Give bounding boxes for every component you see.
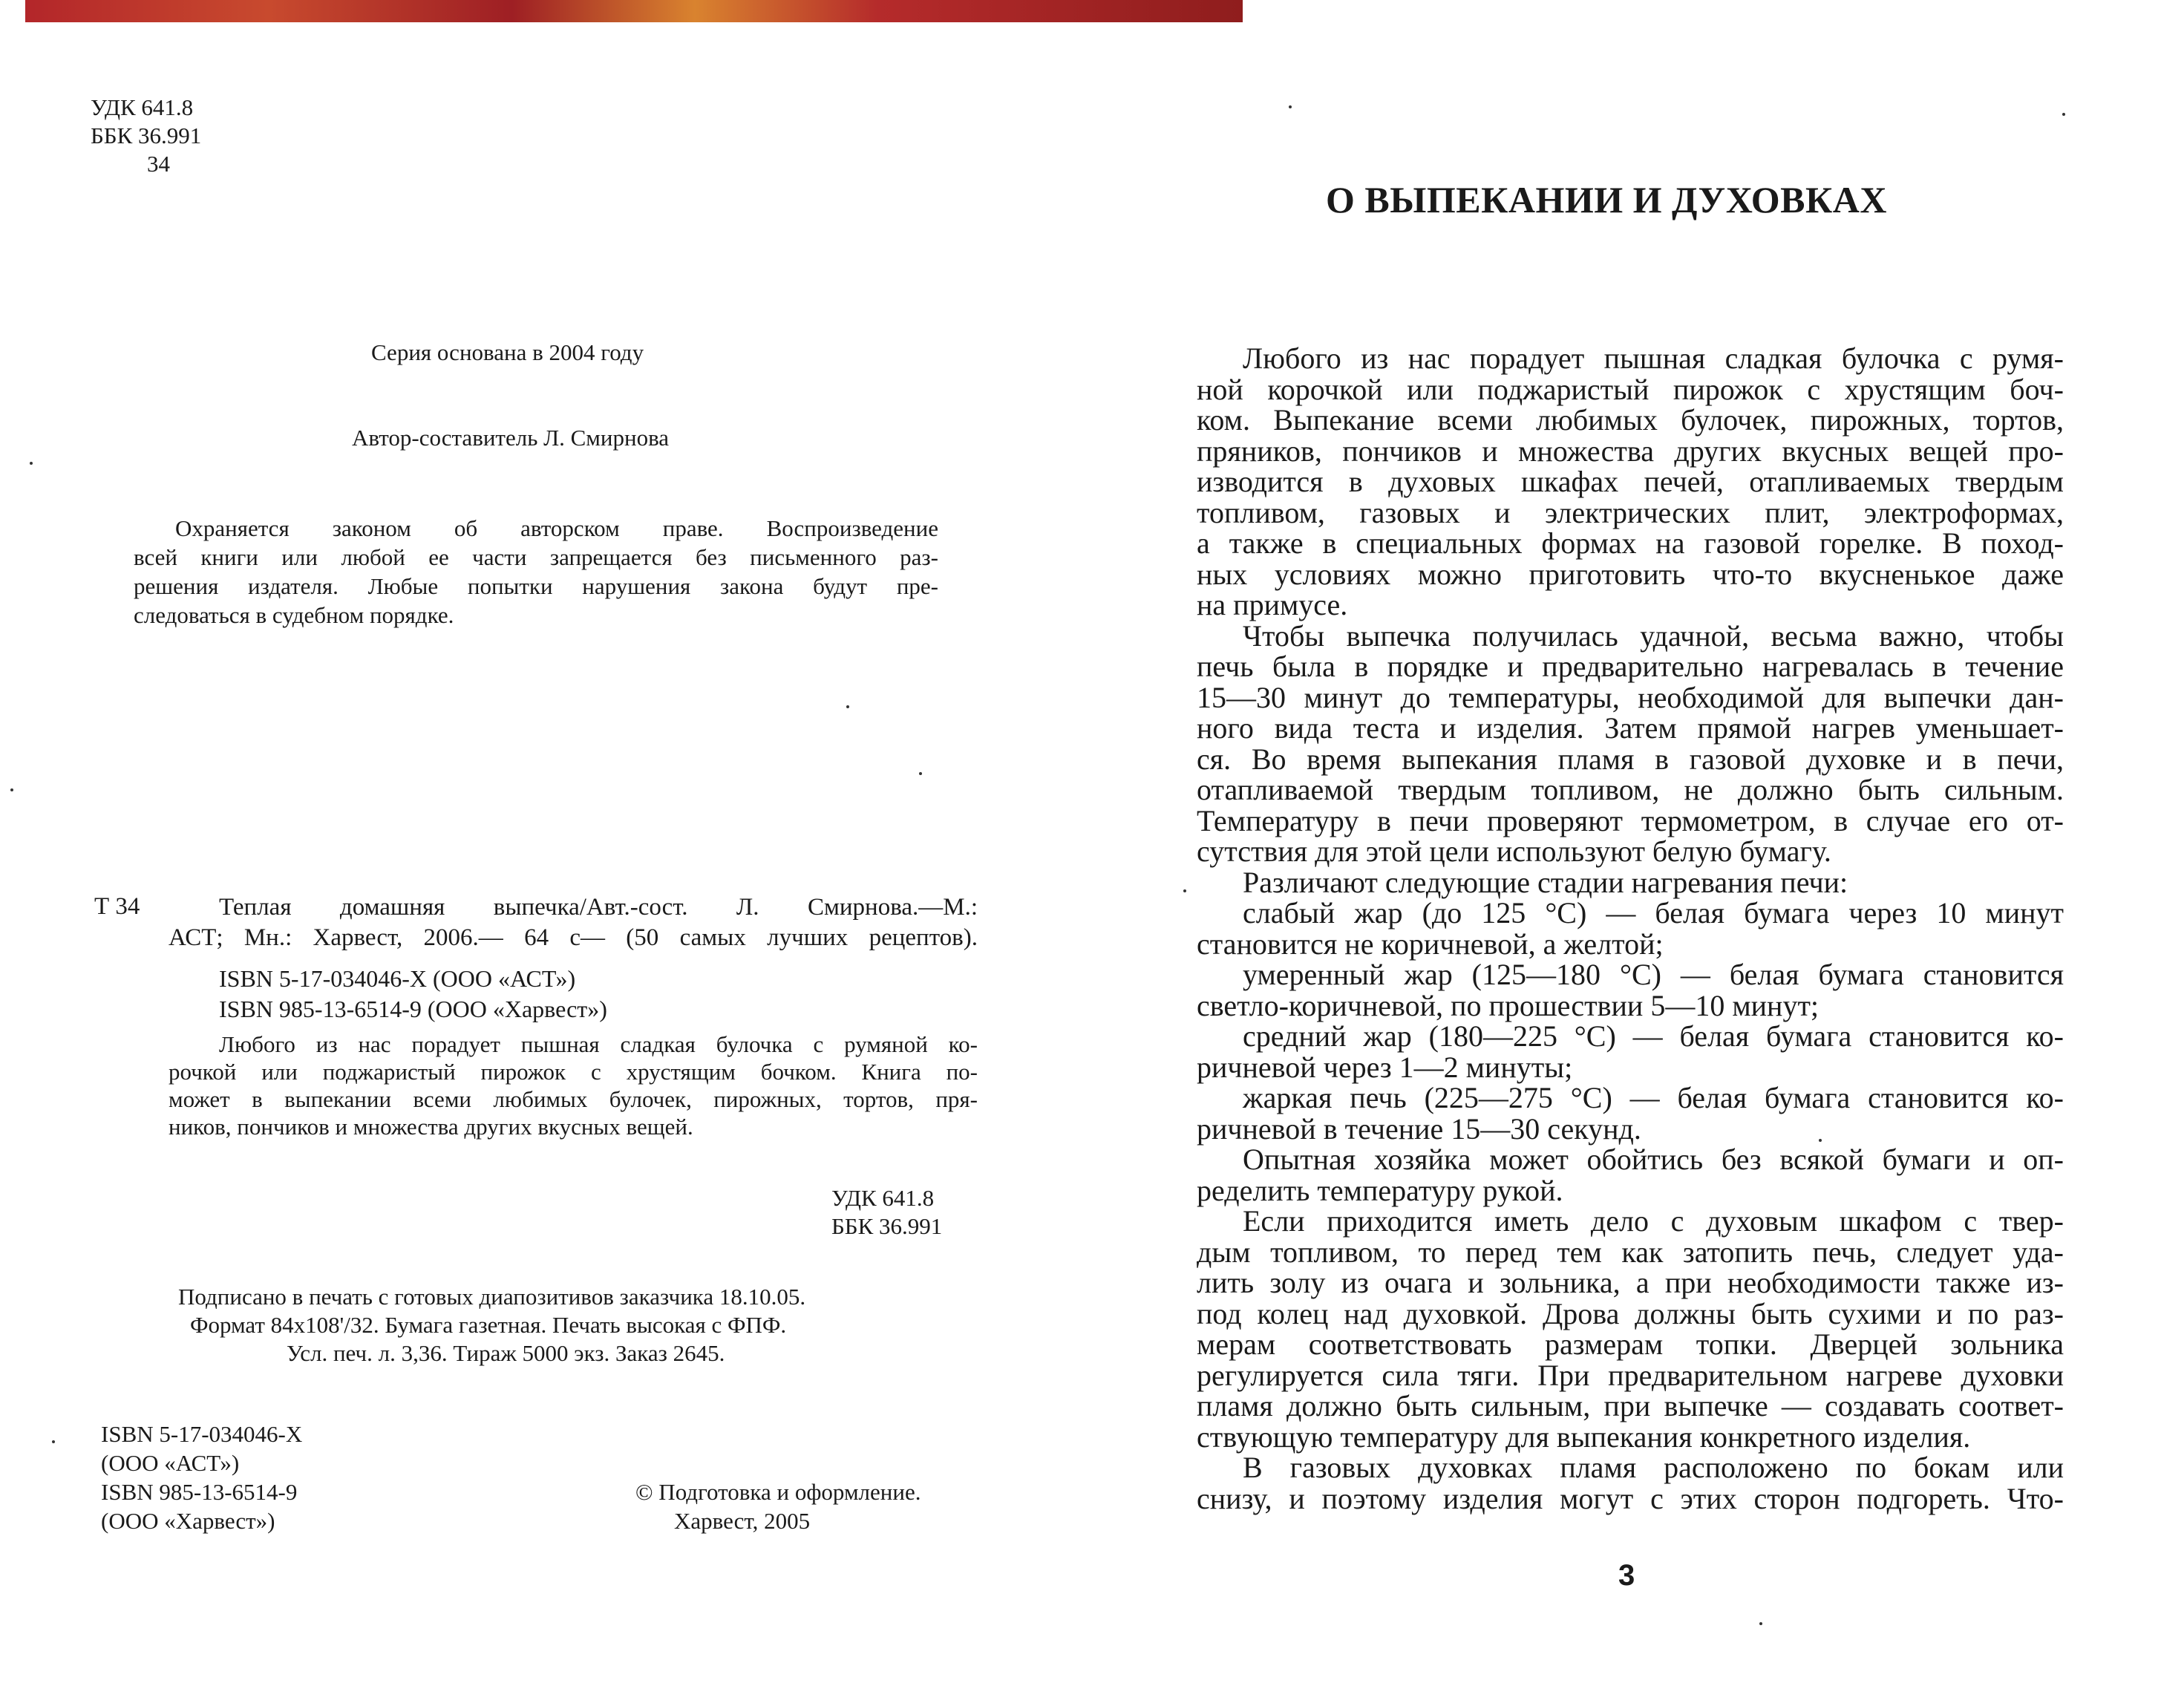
text-line: ся. Во время выпекания пламя в газовой духовке и в печи, [1197, 742, 2064, 776]
cover-strip [25, 0, 1243, 22]
scan-speck [30, 462, 33, 465]
text-line: на примусе. [1197, 588, 1348, 621]
text-line: ределить температуру рукой. [1197, 1173, 1563, 1207]
text-line: топливом, газовых и электрических плит, электроформах, [1197, 495, 2064, 529]
text-line: жаркая печь (225—275 °С) — белая бумага становится ко- [1243, 1081, 2064, 1114]
scan-speck [1183, 889, 1186, 892]
text-line: Различают следующие стадии нагревания печи: [1243, 865, 1848, 899]
publisher-line: (ООО «АСТ») [101, 1450, 240, 1476]
text-line: ной корочкой или поджаристый пирожок с хрустящим боч- [1197, 372, 2064, 406]
series-note: Серия основана в 2004 году [371, 339, 644, 365]
design-credit [635, 1477, 921, 1535]
scan-speck [1819, 1139, 1822, 1142]
isbn-line: ISBN 5-17-034046-Х (ООО «АСТ») [219, 965, 576, 992]
scan-speck [919, 772, 922, 775]
scan-speck [2062, 113, 2065, 116]
text-line: умеренный жар (125—180 °С) — белая бумага становится [1243, 958, 2064, 991]
imprint [178, 1283, 921, 1368]
scan-speck [10, 788, 13, 791]
text-line: мерам соответствовать размерам топки. Дверцей зольника [1197, 1327, 2064, 1361]
imprint-line: Подписано в печать с готовых диапозитивов заказчика 18.10.05. [178, 1284, 806, 1310]
catalog-line: АСТ; Мн.: Харвест, 2006.— 64 с— (50 самых лучших рецептов). [169, 924, 978, 951]
chapter-title: О ВЫПЕКАНИИ И ДУХОВКАХ [1326, 179, 1887, 220]
text-line: ричневой в течение 15—30 секунд. [1197, 1111, 1641, 1146]
udk-block-bottom [831, 1184, 942, 1241]
text-line: пламя должно быть сильным, при выпечке — создавать соответ- [1197, 1389, 2064, 1422]
text-line: становится не коричневой, а желтой; [1197, 927, 1664, 961]
text-line: печь была в порядке и предварительно нагревалась в течение [1197, 650, 2064, 683]
text-line: ричневой через 1—2 минуты; [1197, 1050, 1573, 1084]
page-number: 3 [1618, 1559, 1635, 1592]
notice-line: решения издателя. Любые попытки нарушения закона будут пре- [134, 573, 938, 599]
scan-speck [1289, 105, 1292, 108]
publisher-line: (ООО «Харвест») [101, 1508, 275, 1534]
bbk-code: ББК 36.991 [91, 122, 202, 148]
catalog-line: Теплая домашняя выпечка/Авт.-сост. Л. Смирнова.—М.: [219, 894, 978, 921]
copyright-notice [134, 514, 938, 630]
text-line: слабый жар (до 125 °С) — белая бумага через 10 минут [1243, 896, 2064, 930]
text-line: ного вида теста и изделия. Затем прямой нагрев уменьшает- [1197, 711, 2064, 745]
scan-speck [846, 705, 849, 708]
text-line: ком. Выпекание всеми любимых булочек, пирожных, тортов, [1197, 403, 2064, 437]
udk-block-top [91, 94, 201, 178]
text-line: В газовых духовках пламя расположено по бокам или [1243, 1451, 2064, 1484]
text-line: лить золу из очага и зольника, а при необходимости также из- [1197, 1266, 2064, 1299]
text-line: 15—30 минут до температуры, необходимой для выпечки дан- [1197, 680, 2064, 714]
notice-line: следоваться в судебном порядке. [134, 602, 454, 628]
bbk-code: ББК 36.991 [831, 1213, 943, 1239]
author-credit: Автор-составитель Л. Смирнова [352, 425, 670, 451]
text-line: Опытная хозяйка может обойтись без всякой бумаги и оп- [1243, 1143, 2064, 1176]
text-line: ных условиях можно приготовить что-то вкусненькое даже [1197, 557, 2064, 591]
annotation-line: рочкой или поджаристый пирожок с хрустящим бочком. Книга по- [169, 1059, 978, 1085]
isbn-bottom [101, 1420, 302, 1535]
annotation-line: Любого из нас порадует пышная сладкая булочка с румяной ко- [219, 1031, 978, 1057]
notice-line: Охраняется законом об авторском праве. Воспроизведение [175, 515, 938, 541]
text-line: Чтобы выпечка получилась удачной, весьма важно, чтобы [1243, 618, 2064, 653]
text-line: светло-коричневой, по прошествии 5—10 минут; [1197, 988, 1820, 1022]
annotation-line: может в выпекании всеми любимых булочек, пирожных, тортов, пря- [169, 1086, 978, 1112]
catalog-entry [169, 892, 978, 953]
text-line: снизу, и поэтому изделия могут с этих сторон подгореть. Что- [1197, 1481, 2064, 1515]
imprint-line: Формат 84x108'/32. Бумага газетная. Печать высокая с ФПФ. [190, 1312, 787, 1338]
annotation [169, 1030, 978, 1140]
notice-line: всей книги или любой ее части запрещается без письменного раз- [134, 544, 938, 570]
text-line: ствующую температуру для выпекания конкретного изделия. [1197, 1420, 1971, 1454]
text-line: изводится в духовых шкафах печей, отапливаемых твердым [1197, 465, 2064, 498]
catalog-index: Т 34 [94, 893, 140, 920]
text-line: Любого из нас порадует пышная сладкая булочка с румя- [1243, 342, 2064, 375]
credit-line: Харвест, 2005 [674, 1508, 811, 1534]
text-line: сутствия для этой цели используют белую бумагу. [1197, 834, 1831, 868]
isbn-list [219, 964, 607, 1025]
imprint-line: Усл. печ. л. 3,36. Тираж 5000 экз. Заказ 2645. [287, 1340, 725, 1366]
text-line: средний жар (180—225 °С) — белая бумага становится ко- [1243, 1019, 2064, 1053]
text-line: дым топливом, то перед тем как затопить печь, следует уда- [1197, 1235, 2064, 1269]
isbn-line: ISBN 985-13-6514-9 (ООО «Харвест») [219, 996, 607, 1022]
credit-line: © Подготовка и оформление. [635, 1479, 921, 1505]
isbn-line: ISBN 985-13-6514-9 [101, 1479, 298, 1505]
text-line: пряников, пончиков и множества других вкусных вещей про- [1197, 434, 2064, 468]
text-line: Если приходится иметь дело с духовым шкафом с твер- [1243, 1204, 2064, 1238]
text-line: а также в специальных формах на газовой горелке. В поход- [1197, 526, 2064, 560]
text-line: Температуру в печи проверяют термометром, в случае его от- [1197, 803, 2064, 837]
annotation-line: ников, пончиков и множества других вкусных вещей. [169, 1114, 693, 1140]
udk-code: УДК 641.8 [91, 94, 194, 120]
isbn-line: ISBN 5-17-034046-Х [101, 1421, 303, 1447]
scan-speck [1759, 1622, 1762, 1625]
udk-code: УДК 641.8 [831, 1185, 935, 1211]
body-text [1197, 343, 2064, 1514]
author-mark: 34 [147, 151, 170, 177]
text-line: отапливаемой твердым топливом, не должно быть сильным. [1197, 773, 2064, 806]
text-line: под колец над духовкой. Дрова должны быть сухими и по раз- [1197, 1296, 2064, 1330]
text-line: регулируется сила тяги. При предварительном нагреве духовки [1197, 1358, 2064, 1392]
scan-speck [52, 1440, 55, 1443]
